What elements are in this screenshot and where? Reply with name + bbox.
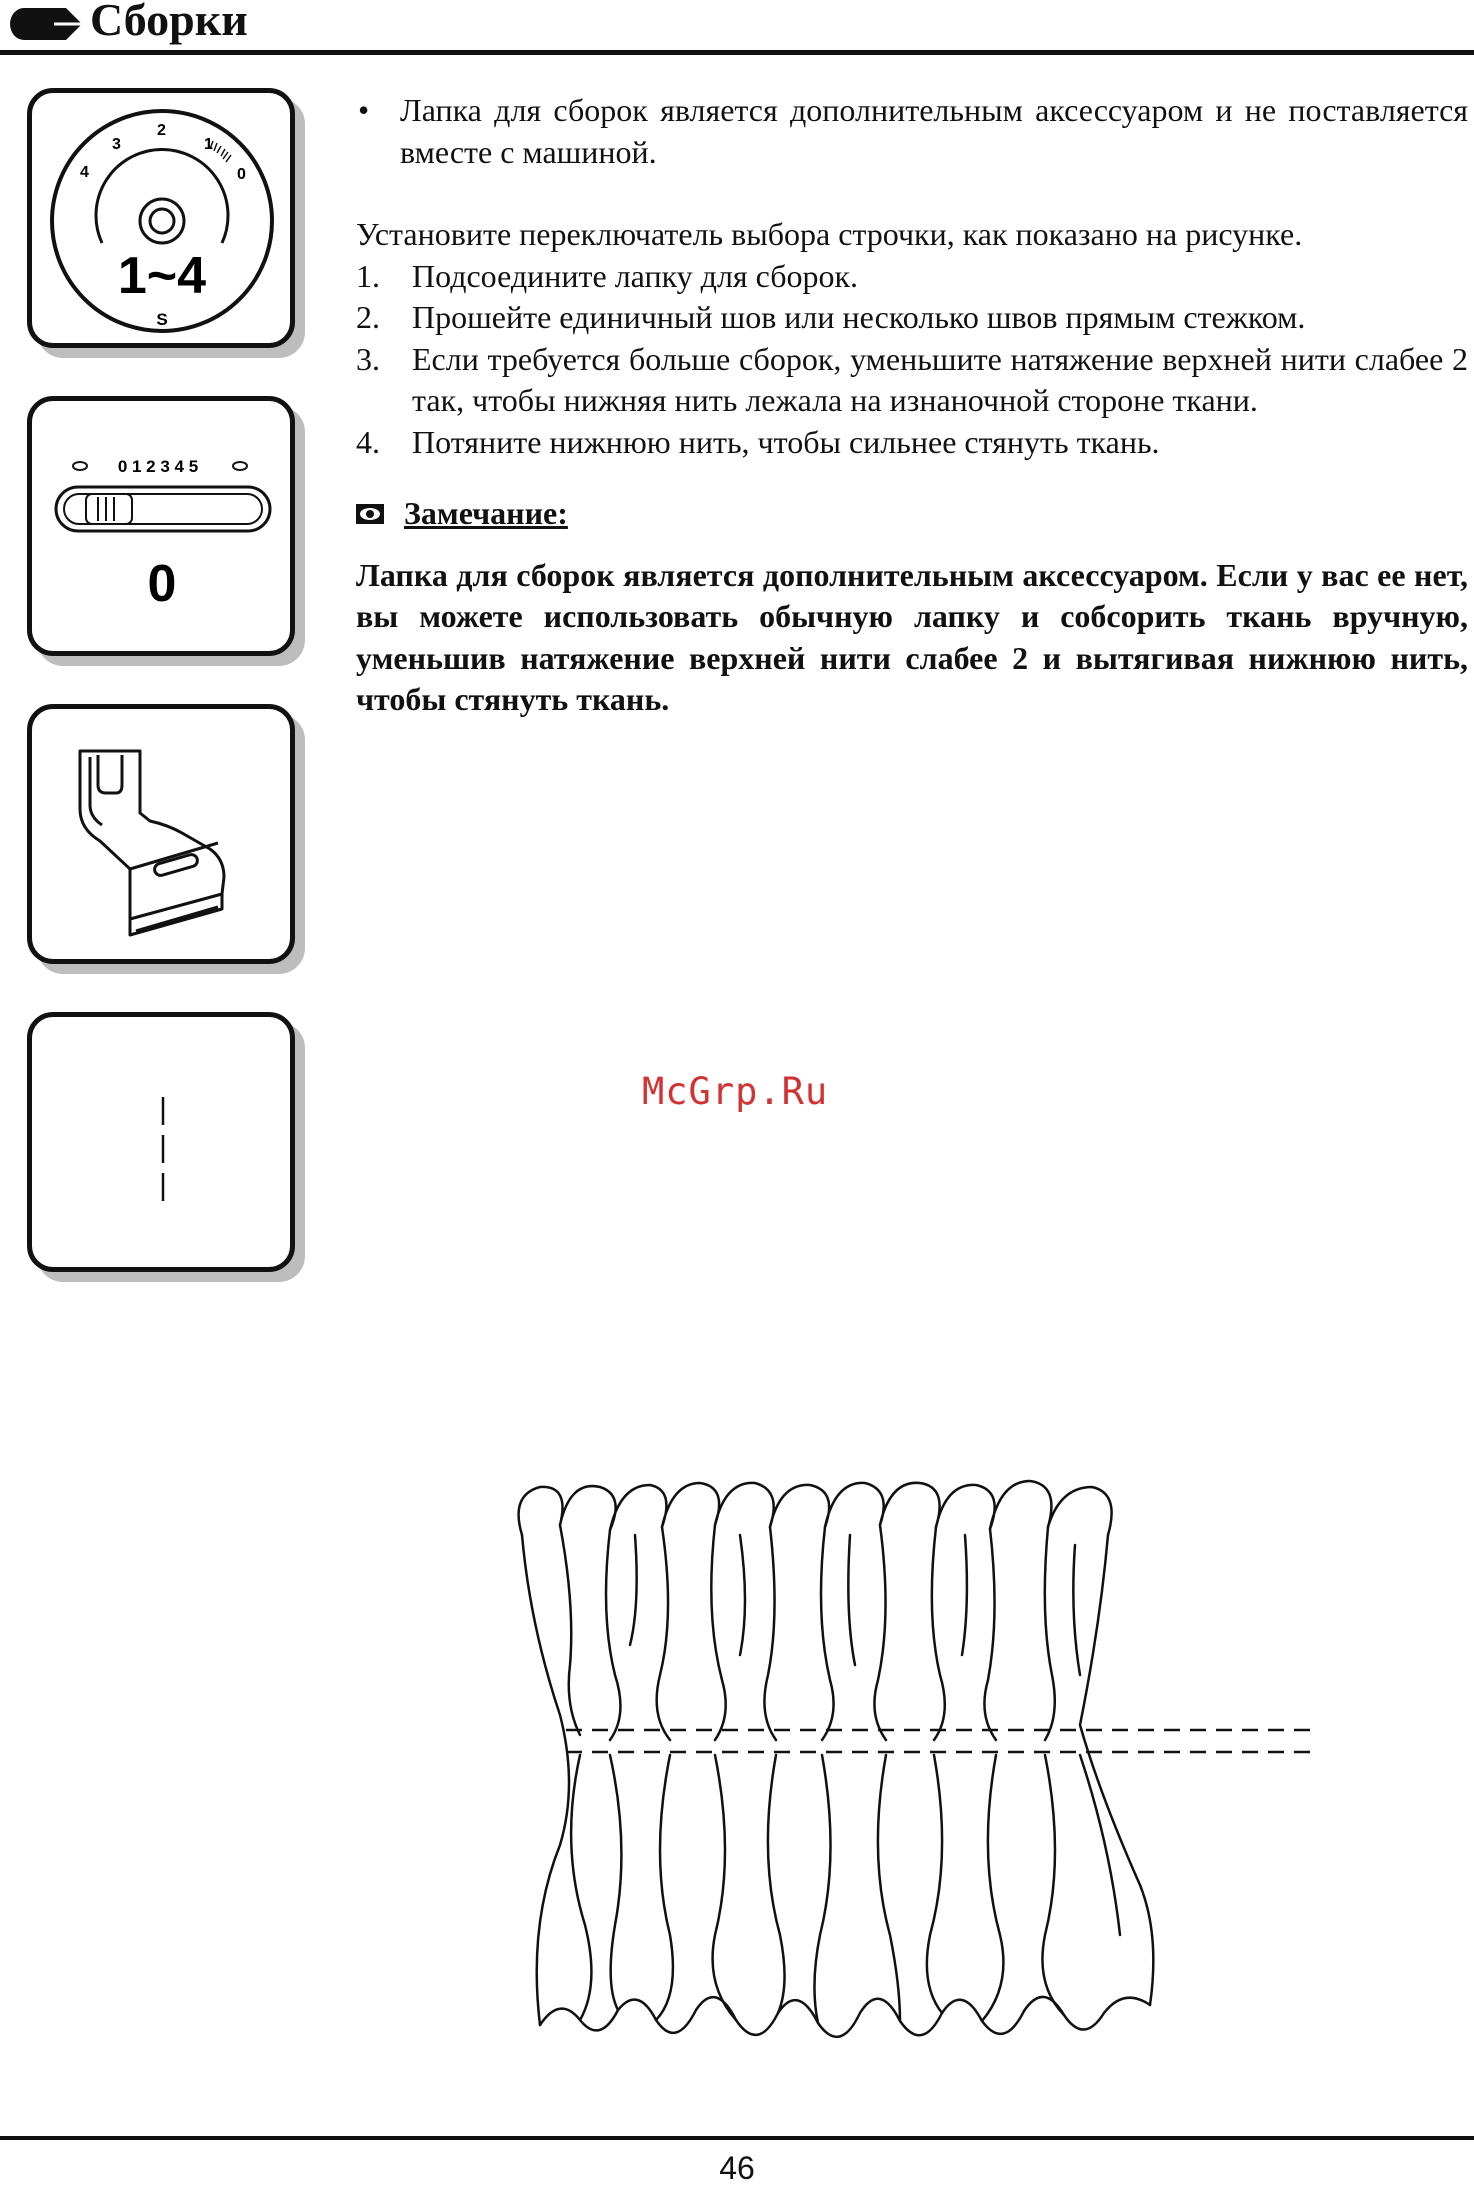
dial-s-label: S xyxy=(156,310,168,329)
page-title: Сборки xyxy=(90,0,248,45)
step-text: Если требуется больше сборок, уменьшите натяжение верхней нити слабее 2 так, чтобы нижняя нить лежала на изнаночной стороне ткани. xyxy=(412,340,1468,418)
gathered-fabric-illustration xyxy=(500,1465,1330,2045)
list-item xyxy=(356,297,1468,339)
step-text: Потяните нижнюю нить, чтобы сильнее стянуть ткань. xyxy=(412,423,1160,460)
dial-number-4: 4 xyxy=(80,164,89,181)
page-number: 46 xyxy=(719,2150,755,2186)
step-number: 4. xyxy=(356,423,380,460)
instructions xyxy=(356,90,1468,721)
tension-scale-icon xyxy=(32,401,292,653)
bullet-dot: • xyxy=(358,92,370,128)
list-item xyxy=(356,339,1468,422)
page-header xyxy=(0,0,1474,56)
watermark: McGrp.Ru xyxy=(642,1070,829,1113)
tension-scale-numbers: 0 1 2 3 4 5 xyxy=(117,457,199,476)
note-label: Замечание: xyxy=(404,495,568,531)
tension-value: 0 xyxy=(147,555,177,613)
stitch-dial-panel xyxy=(27,88,295,348)
note-text: Лапка для сборок является дополнительным аксессуаром. Если у вас ее нет, вы можете использовать обычную лапку и собсорить ткань вручную, уменьшив натяжение верхней нити слабее 2 и вытягивая нижнюю нить, чтобы стянуть ткань. xyxy=(356,556,1468,717)
list-item xyxy=(356,256,1468,298)
step-text: Прошейте единичный шов или несколько швов прямым стежком. xyxy=(412,299,1306,335)
dial-number-0: 0 xyxy=(237,166,246,183)
intro-text: Установите переключатель выбора строчки, как показано на рисунке. xyxy=(356,216,1303,252)
dial-number-2: 2 xyxy=(157,122,166,139)
list-item xyxy=(356,422,1468,464)
step-number: 3. xyxy=(356,340,380,377)
section-arrow-icon xyxy=(10,4,86,44)
dial-number-3: 3 xyxy=(112,136,121,153)
tension-panel xyxy=(27,396,295,656)
steps-list xyxy=(356,256,1468,464)
footer-divider xyxy=(0,2136,1474,2140)
stitch-preview-panel xyxy=(27,1012,295,1272)
step-number: 2. xyxy=(356,299,380,335)
step-number: 1. xyxy=(356,257,380,294)
step-text: Подсоедините лапку для сборок. xyxy=(412,257,859,294)
presser-foot-panel xyxy=(27,704,295,964)
gathering-foot-icon xyxy=(32,709,292,961)
dial-number-1: 1 xyxy=(204,136,213,153)
bullet-text: Лапка для сборок является дополнительным аксессуаром и не поставляется вместе с машиной. xyxy=(400,92,1468,170)
bullet-note xyxy=(356,90,1468,173)
dial-setting: 1~4 xyxy=(117,247,207,305)
eye-icon xyxy=(356,504,384,524)
header-divider xyxy=(0,50,1474,55)
straight-stitch-icon xyxy=(32,1017,292,1269)
note-heading xyxy=(356,493,1468,535)
stitch-dial-icon xyxy=(32,93,292,345)
